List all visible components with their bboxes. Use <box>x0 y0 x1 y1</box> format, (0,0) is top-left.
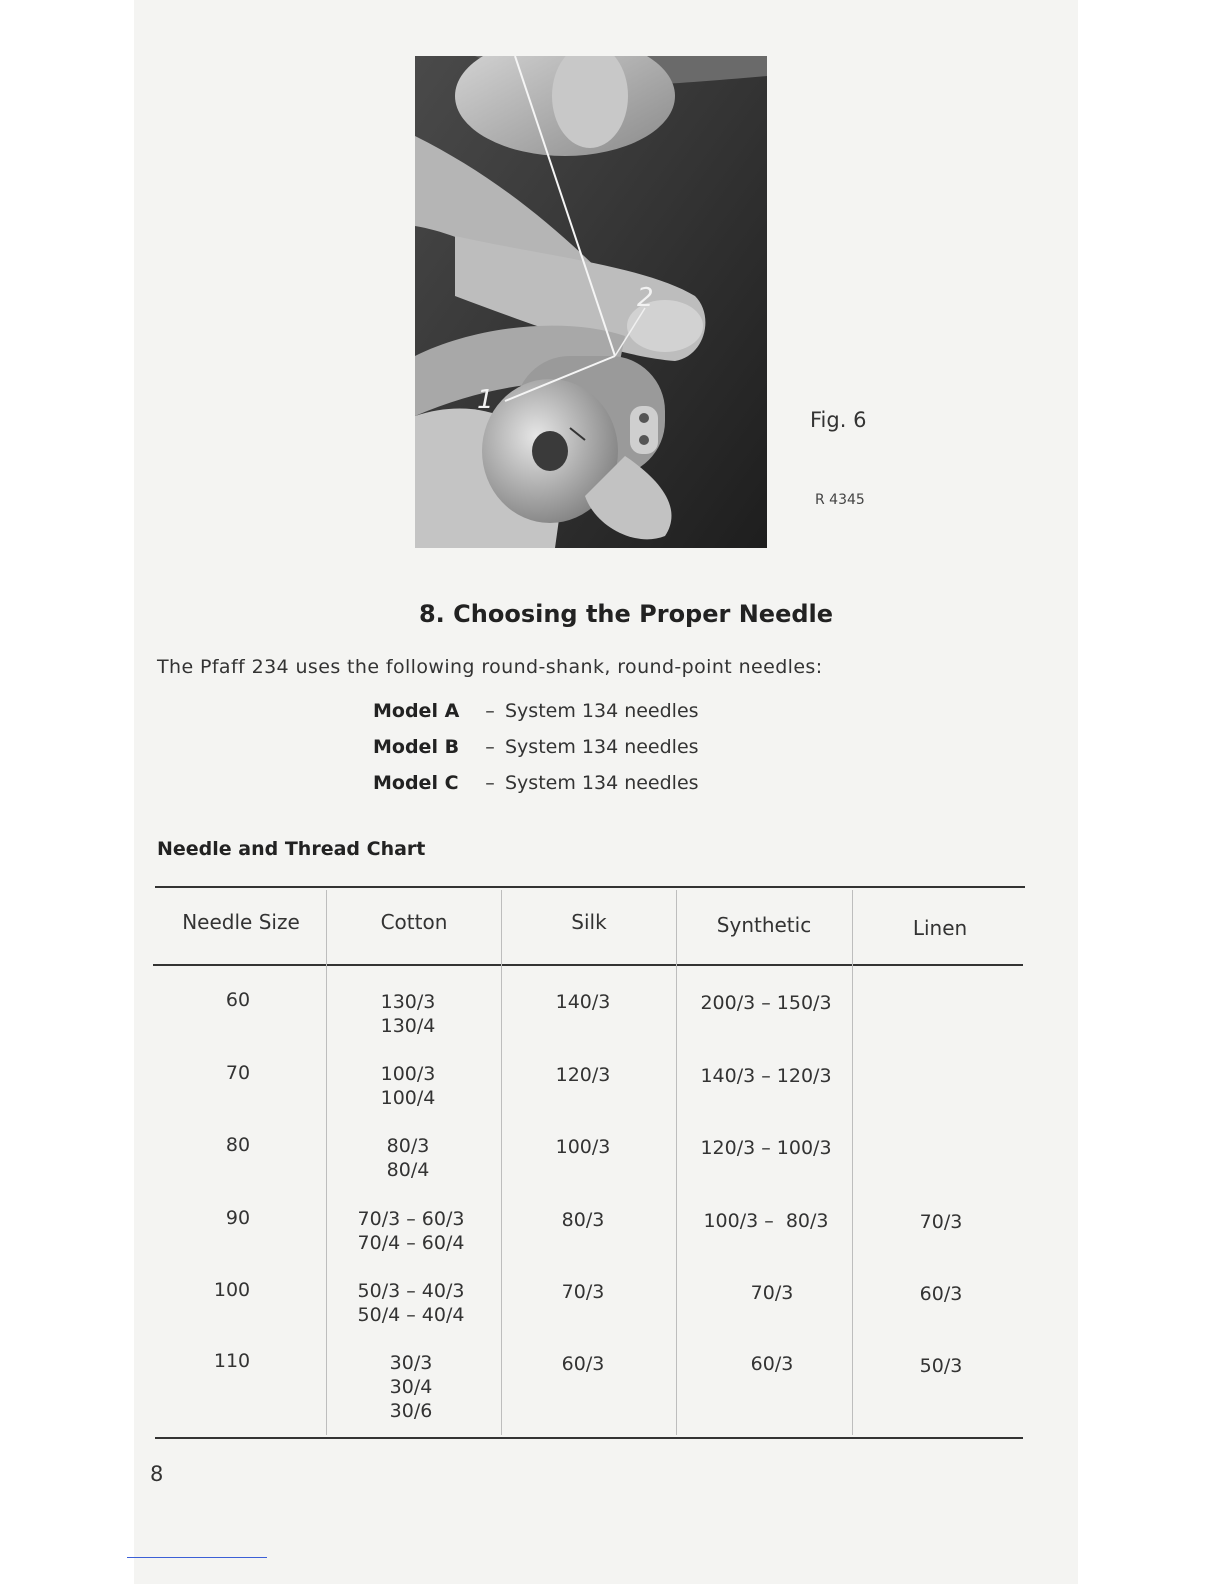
cell-synthetic: 120/3 – 100/3 <box>700 1137 832 1159</box>
cell-size: 90 <box>225 1207 251 1229</box>
chart-title: Needle and Thread Chart <box>157 838 426 860</box>
cell-cotton: 70/3 – 60/3 <box>357 1208 465 1230</box>
cell-synthetic: 60/3 <box>750 1353 794 1375</box>
cell-cotton: 30/6 <box>389 1400 433 1422</box>
cell-silk: 60/3 <box>561 1353 605 1375</box>
cell-size: 60 <box>225 989 251 1011</box>
cell-cotton: 100/3 <box>380 1063 436 1085</box>
header-needle-size: Needle Size <box>182 910 300 934</box>
cell-size: 110 <box>213 1350 251 1372</box>
cell-silk: 70/3 <box>561 1281 605 1303</box>
cell-cotton: 30/3 <box>389 1352 433 1374</box>
cell-cotton: 70/4 – 60/4 <box>357 1232 465 1254</box>
cell-linen: 50/3 <box>919 1355 963 1377</box>
model-dash: – <box>485 736 495 758</box>
header-linen: Linen <box>912 916 968 940</box>
cell-synthetic: 140/3 – 120/3 <box>700 1065 832 1087</box>
column-divider <box>326 890 327 1435</box>
model-spec: System 134 needles <box>505 772 699 794</box>
cell-synthetic: 70/3 <box>750 1282 794 1304</box>
cell-cotton: 130/3 <box>380 991 436 1013</box>
cell-cotton: 130/4 <box>380 1015 436 1037</box>
model-spec: System 134 needles <box>505 700 699 722</box>
cell-silk: 120/3 <box>555 1064 611 1086</box>
cell-size: 80 <box>225 1134 251 1156</box>
table-header-rule <box>153 964 1023 966</box>
model-name: Model C <box>373 772 459 794</box>
model-spec: System 134 needles <box>505 736 699 758</box>
cell-synthetic: 100/3 – 80/3 <box>703 1210 829 1232</box>
cell-cotton: 50/3 – 40/3 <box>357 1280 465 1302</box>
header-silk: Silk <box>571 910 607 934</box>
cell-cotton: 30/4 <box>389 1376 433 1398</box>
cell-cotton: 50/4 – 40/4 <box>357 1304 465 1326</box>
table-bottom-rule <box>155 1437 1023 1439</box>
cell-cotton: 80/4 <box>386 1159 430 1181</box>
column-divider <box>676 890 677 1435</box>
model-line <box>373 700 699 736</box>
model-list <box>373 700 699 808</box>
header-cotton: Cotton <box>380 910 448 934</box>
callout-1: 1 <box>477 385 494 415</box>
model-name: Model B <box>373 736 460 758</box>
bobbin-threading-photo <box>415 56 767 548</box>
cell-silk: 100/3 <box>555 1136 611 1158</box>
model-line <box>373 772 699 808</box>
header-synthetic: Synthetic <box>716 913 812 937</box>
model-dash: – <box>485 700 495 722</box>
cell-linen: 60/3 <box>919 1283 963 1305</box>
cell-size: 100 <box>213 1279 251 1301</box>
cell-synthetic: 200/3 – 150/3 <box>700 992 832 1014</box>
intro-text: The Pfaff 234 uses the following round-shank, round-point needles: <box>157 656 823 678</box>
model-name: Model A <box>373 700 460 722</box>
cell-silk: 140/3 <box>555 991 611 1013</box>
page-number: 8 <box>150 1462 164 1486</box>
callout-2: 2 <box>637 283 654 313</box>
table-top-rule <box>155 886 1025 888</box>
photo-illustration <box>415 56 767 548</box>
cell-silk: 80/3 <box>561 1209 605 1231</box>
model-dash: – <box>485 772 495 794</box>
cell-linen: 70/3 <box>919 1211 963 1233</box>
section-title: 8. Choosing the Proper Needle <box>418 600 834 628</box>
cell-cotton: 100/4 <box>380 1087 436 1109</box>
cell-cotton: 80/3 <box>386 1135 430 1157</box>
figure-label: Fig. 6 <box>810 408 867 432</box>
bottom-underline <box>127 1557 267 1558</box>
figure-code: R 4345 <box>815 492 865 508</box>
column-divider <box>501 890 502 1435</box>
model-line <box>373 736 699 772</box>
cell-size: 70 <box>225 1062 251 1084</box>
